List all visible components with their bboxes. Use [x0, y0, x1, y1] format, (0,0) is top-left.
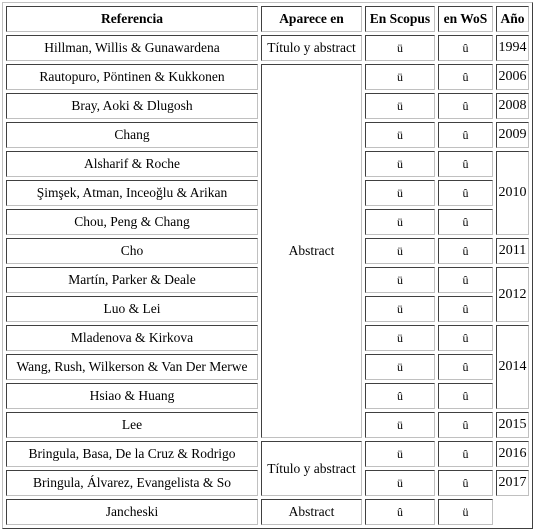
cell-referencia: Bray, Aoki & Dlugosh — [6, 93, 258, 119]
cell-referencia: Rautopuro, Pöntinen & Kukkonen — [6, 64, 258, 90]
cell-referencia: Chang — [6, 122, 258, 148]
cell-wos: û — [438, 64, 493, 90]
cell-scopus: ü — [365, 238, 435, 264]
cell-referencia: Alsharif & Roche — [6, 151, 258, 177]
cell-referencia: Mladenova & Kirkova — [6, 325, 258, 351]
table-wrapper — [2, 2, 533, 529]
cell-scopus: ü — [365, 470, 435, 496]
cell-anio: 2016 — [496, 441, 529, 467]
cell-anio: 2015 — [496, 412, 529, 438]
cell-anio: 2017 — [496, 470, 529, 496]
cell-wos: û — [438, 383, 493, 409]
cell-referencia: Hsiao & Huang — [6, 383, 258, 409]
cell-wos: û — [438, 151, 493, 177]
cell-referencia: Chou, Peng & Chang — [6, 209, 258, 235]
cell-wos: û — [438, 325, 493, 351]
cell-wos: û — [438, 122, 493, 148]
cell-wos: û — [438, 180, 493, 206]
cell-anio: 2012 — [496, 267, 529, 322]
cell-anio: 2011 — [496, 238, 529, 264]
table-row — [6, 64, 529, 90]
header-aparece-en: Aparece en — [261, 6, 362, 32]
cell-referencia: Jancheski — [6, 499, 258, 525]
references-table — [2, 2, 533, 529]
cell-wos: û — [438, 296, 493, 322]
cell-wos: û — [438, 470, 493, 496]
cell-scopus: ü — [365, 180, 435, 206]
cell-scopus: ü — [365, 64, 435, 90]
cell-scopus: ü — [365, 267, 435, 293]
cell-referencia: Şimşek, Atman, Inceoğlu & Arikan — [6, 180, 258, 206]
cell-referencia: Wang, Rush, Wilkerson & Van Der Merwe — [6, 354, 258, 380]
cell-aparece-en: Abstract — [261, 64, 362, 438]
cell-wos: û — [438, 267, 493, 293]
header-anio: Año — [496, 6, 529, 32]
cell-anio: 1994 — [496, 35, 529, 61]
cell-aparece-en: Abstract — [261, 499, 362, 525]
cell-anio: 2010 — [496, 151, 529, 235]
cell-scopus: ü — [365, 325, 435, 351]
cell-referencia: Luo & Lei — [6, 296, 258, 322]
header-row — [6, 6, 529, 32]
table-row — [6, 35, 529, 61]
cell-aparece-en: Título y abstract — [261, 441, 362, 496]
cell-wos: û — [438, 209, 493, 235]
cell-scopus: ü — [365, 354, 435, 380]
cell-referencia: Cho — [6, 238, 258, 264]
cell-scopus: û — [365, 383, 435, 409]
cell-scopus: ü — [365, 441, 435, 467]
cell-anio: 2008 — [496, 93, 529, 119]
cell-referencia: Martín, Parker & Deale — [6, 267, 258, 293]
cell-wos: û — [438, 412, 493, 438]
cell-aparece-en: Título y abstract — [261, 35, 362, 61]
cell-referencia: Hillman, Willis & Gunawardena — [6, 35, 258, 61]
cell-wos: û — [438, 354, 493, 380]
cell-wos: û — [438, 238, 493, 264]
header-en-wos: en WoS — [438, 6, 493, 32]
header-en-scopus: En Scopus — [365, 6, 435, 32]
cell-scopus: û — [365, 499, 435, 525]
header-referencia: Referencia — [6, 6, 258, 32]
cell-scopus: ü — [365, 151, 435, 177]
cell-scopus: ü — [365, 209, 435, 235]
cell-scopus: ü — [365, 412, 435, 438]
cell-scopus: ü — [365, 35, 435, 61]
cell-scopus: ü — [365, 296, 435, 322]
cell-referencia: Lee — [6, 412, 258, 438]
cell-anio: 2014 — [496, 325, 529, 409]
cell-anio: 2009 — [496, 122, 529, 148]
cell-referencia: Bringula, Basa, De la Cruz & Rodrigo — [6, 441, 258, 467]
cell-wos: û — [438, 35, 493, 61]
cell-scopus: ü — [365, 93, 435, 119]
cell-wos: û — [438, 441, 493, 467]
table-row — [6, 441, 529, 467]
cell-anio: 2006 — [496, 64, 529, 90]
cell-scopus: ü — [365, 122, 435, 148]
cell-wos: û — [438, 93, 493, 119]
table-row — [6, 499, 529, 525]
cell-referencia: Bringula, Álvarez, Evangelista & So — [6, 470, 258, 496]
cell-wos: ü — [438, 499, 493, 525]
